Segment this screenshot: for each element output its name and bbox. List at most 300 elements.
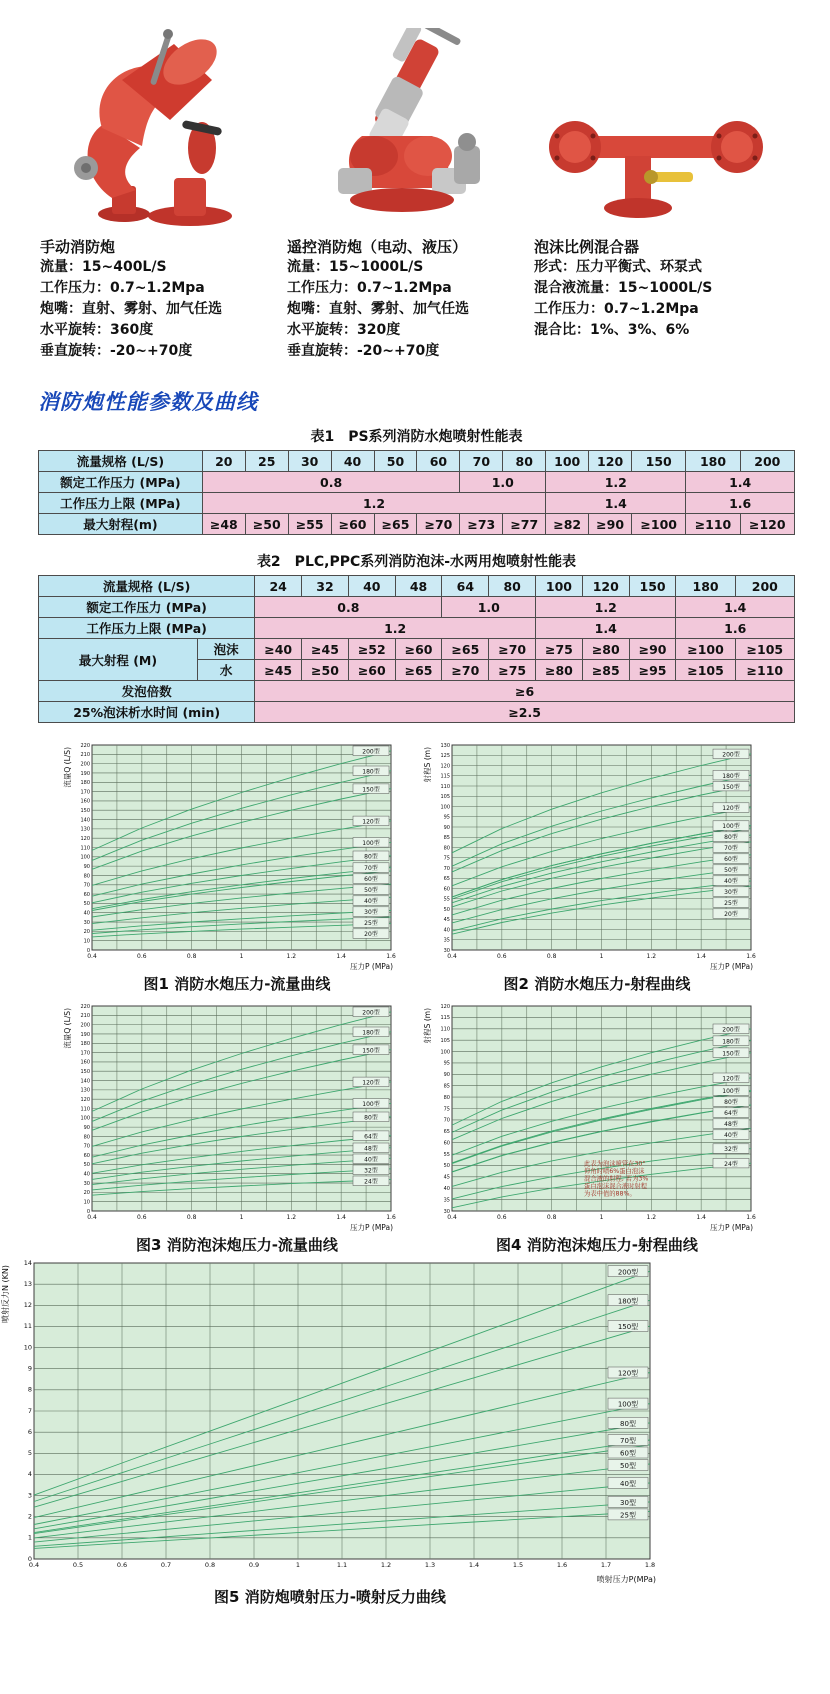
svg-text:1: 1 [599, 1214, 604, 1221]
svg-text:180型: 180型 [617, 1297, 639, 1306]
svg-text:1.2: 1.2 [380, 1561, 392, 1569]
table-cell: 1.6 [676, 618, 795, 639]
table-cell: 流量规格 (L/S) [39, 576, 255, 597]
svg-text:130: 130 [80, 826, 90, 833]
table-cell: 70 [460, 451, 503, 472]
product-spec-line: 水平旋转：360度 [40, 322, 154, 338]
svg-text:125: 125 [440, 753, 450, 760]
svg-text:150型: 150型 [722, 1050, 740, 1058]
table-cell: 20 [202, 451, 245, 472]
svg-text:为表中值的88%。: 为表中值的88%。 [584, 1190, 636, 1198]
svg-text:170: 170 [80, 1050, 90, 1057]
svg-text:1.2: 1.2 [646, 953, 657, 960]
table-cell: 1.2 [546, 472, 686, 493]
svg-text:30: 30 [443, 1208, 450, 1215]
svg-text:25型: 25型 [724, 900, 738, 908]
svg-text:此表为泡沫喷管在30°: 此表为泡沫喷管在30° [584, 1160, 646, 1168]
svg-text:30: 30 [83, 919, 90, 926]
svg-text:流量Q (L/S): 流量Q (L/S) [63, 1008, 72, 1049]
product-remote-monitor [287, 28, 530, 362]
table-cell: ≥100 [632, 514, 686, 535]
table-row [39, 597, 795, 618]
svg-text:100型: 100型 [362, 840, 380, 847]
chart5-caption: 图5 消防炮喷射压力-喷射反力曲线 [214, 1588, 446, 1606]
svg-text:120: 120 [80, 1096, 90, 1103]
product-spec-line: 形式：压力平衡式、环泵式 [534, 259, 702, 275]
svg-text:50: 50 [83, 1162, 90, 1169]
svg-text:1.6: 1.6 [746, 1214, 756, 1221]
svg-text:1.1: 1.1 [336, 1561, 348, 1569]
table-cell: ≥60 [348, 660, 395, 681]
svg-text:70: 70 [443, 865, 450, 872]
table-cell: ≥60 [395, 639, 442, 660]
svg-text:60: 60 [83, 891, 90, 898]
svg-text:100: 100 [440, 804, 450, 811]
chart2-water-range-curve-canvas [422, 737, 757, 972]
svg-text:60: 60 [443, 886, 450, 893]
product-foam-proportioner [534, 28, 777, 362]
svg-text:1: 1 [295, 1561, 301, 1569]
svg-text:射程S (m): 射程S (m) [423, 747, 432, 783]
proportioner-photo [541, 88, 771, 228]
svg-text:100: 100 [80, 1115, 90, 1122]
table-cell: 1.0 [460, 472, 546, 493]
table-cell: ≥90 [589, 514, 632, 535]
svg-text:40型: 40型 [724, 1132, 738, 1140]
table-cell: 1.2 [255, 618, 536, 639]
svg-text:0.5: 0.5 [72, 1561, 84, 1569]
svg-text:80型: 80型 [364, 853, 378, 861]
svg-text:1.6: 1.6 [746, 953, 756, 960]
table-row [39, 451, 795, 472]
svg-text:220: 220 [80, 742, 90, 749]
svg-text:120型: 120型 [722, 805, 740, 813]
table-cell: 工作压力上限 (MPa) [39, 618, 255, 639]
svg-text:150型: 150型 [722, 783, 740, 791]
svg-text:20型: 20型 [724, 911, 738, 919]
table-cell: ≥77 [503, 514, 546, 535]
svg-text:45: 45 [443, 1174, 450, 1181]
svg-text:64型: 64型 [724, 1110, 738, 1118]
svg-text:1.4: 1.4 [696, 1214, 706, 1221]
table-cell: ≥75 [489, 660, 536, 681]
table-cell: 50 [374, 451, 417, 472]
table-cell: 100 [536, 576, 583, 597]
svg-text:30: 30 [443, 947, 450, 954]
charts-grid [62, 737, 830, 1255]
svg-text:1.5: 1.5 [512, 1561, 524, 1569]
svg-text:24型: 24型 [364, 1178, 378, 1186]
table-row [39, 514, 795, 535]
svg-text:10: 10 [23, 1343, 32, 1352]
svg-text:140: 140 [80, 817, 90, 824]
svg-text:1.3: 1.3 [424, 1561, 436, 1569]
svg-text:0.9: 0.9 [248, 1561, 260, 1569]
svg-text:200型: 200型 [362, 1009, 380, 1017]
svg-text:70型: 70型 [724, 845, 738, 853]
svg-text:180型: 180型 [362, 768, 380, 776]
table-cell: 150 [629, 576, 676, 597]
svg-text:40: 40 [443, 1186, 450, 1193]
svg-text:40型: 40型 [364, 898, 378, 906]
svg-text:40型: 40型 [620, 1480, 636, 1488]
svg-text:0.6: 0.6 [116, 1561, 128, 1569]
svg-text:7: 7 [27, 1406, 32, 1415]
svg-text:110: 110 [80, 1106, 90, 1113]
table-cell: 200 [740, 451, 794, 472]
svg-text:1.4: 1.4 [336, 953, 346, 960]
svg-text:40: 40 [83, 910, 90, 917]
svg-text:200型: 200型 [722, 1026, 740, 1034]
svg-text:160: 160 [80, 798, 90, 805]
table-cell: 1.4 [536, 618, 676, 639]
svg-text:9: 9 [27, 1364, 32, 1373]
svg-text:3: 3 [27, 1491, 32, 1500]
chart-figure-5 [0, 1255, 660, 1607]
svg-text:40: 40 [443, 927, 450, 934]
svg-text:仰角时喷6%蛋白泡沫: 仰角时喷6%蛋白泡沫 [584, 1167, 645, 1175]
svg-text:80型: 80型 [724, 1099, 738, 1107]
svg-text:40型: 40型 [724, 878, 738, 886]
svg-text:1.2: 1.2 [286, 1214, 297, 1221]
product-name: 手动消防炮 [40, 238, 116, 256]
svg-text:90: 90 [443, 824, 450, 831]
table-cell: 0.8 [255, 597, 442, 618]
table-cell: 0.8 [202, 472, 460, 493]
table-cell: ≥60 [331, 514, 374, 535]
svg-text:150型: 150型 [362, 786, 380, 794]
svg-text:50型: 50型 [620, 1462, 636, 1470]
svg-text:0.6: 0.6 [497, 1214, 507, 1221]
svg-text:90: 90 [443, 1072, 450, 1079]
svg-text:0: 0 [27, 1554, 32, 1563]
table-row [39, 493, 795, 514]
table-cell: ≥45 [255, 660, 302, 681]
svg-text:110: 110 [440, 1026, 450, 1033]
svg-text:100型: 100型 [722, 823, 740, 831]
table-cell: 100 [546, 451, 589, 472]
svg-text:120型: 120型 [617, 1369, 639, 1378]
product-section [40, 28, 830, 362]
svg-text:20: 20 [83, 1190, 90, 1197]
svg-text:0.6: 0.6 [497, 953, 507, 960]
table2-body [39, 576, 795, 723]
table-cell: 80 [489, 576, 536, 597]
svg-text:0.4: 0.4 [447, 953, 457, 960]
product-spec-line: 垂直旋转：-20~+70度 [40, 343, 193, 359]
table2-title: 表2 PLC,PPC系列消防泡沫-水两用炮喷射性能表 [256, 554, 577, 570]
svg-text:150型: 150型 [362, 1047, 380, 1055]
manual-monitor-photo [62, 28, 262, 228]
table-cell: ≥75 [536, 639, 583, 660]
svg-text:13: 13 [23, 1279, 32, 1288]
svg-text:50: 50 [443, 1163, 450, 1170]
table-cell: 25 [245, 451, 288, 472]
svg-text:120: 120 [440, 1003, 450, 1010]
table-cell: 30 [288, 451, 331, 472]
svg-text:180: 180 [80, 780, 90, 787]
svg-text:80型: 80型 [620, 1419, 636, 1428]
svg-text:130: 130 [80, 1087, 90, 1094]
svg-text:11: 11 [23, 1322, 32, 1331]
table1-title: 表1 PS系列消防水炮喷射性能表 [310, 429, 523, 445]
product-spec-line: 炮嘴：直射、雾射、加气任选 [287, 301, 469, 317]
svg-text:20型: 20型 [364, 931, 378, 939]
svg-text:0.7: 0.7 [160, 1561, 172, 1569]
svg-text:64型: 64型 [364, 1133, 378, 1141]
svg-text:0.6: 0.6 [137, 953, 147, 960]
table-cell: ≥55 [288, 514, 331, 535]
svg-text:60: 60 [443, 1140, 450, 1147]
svg-text:24型: 24型 [724, 1160, 738, 1168]
table-cell: ≥50 [245, 514, 288, 535]
svg-text:10: 10 [83, 938, 90, 945]
product-spec-line: 炮嘴：直射、雾射、加气任选 [40, 301, 222, 317]
table-cell: ≥45 [302, 639, 349, 660]
remote-monitor-photo-box [287, 28, 530, 228]
svg-text:180型: 180型 [722, 772, 740, 780]
svg-text:1.4: 1.4 [696, 953, 706, 960]
table-cell: 40 [348, 576, 395, 597]
svg-text:100型: 100型 [617, 1400, 639, 1409]
table-cell: ≥85 [582, 660, 629, 681]
svg-text:200: 200 [80, 1022, 90, 1029]
table-cell: 32 [302, 576, 349, 597]
svg-text:1.4: 1.4 [468, 1561, 480, 1569]
table-cell: 1.0 [442, 597, 536, 618]
table-cell: ≥40 [255, 639, 302, 660]
table-row [39, 681, 795, 702]
svg-text:180型: 180型 [362, 1029, 380, 1037]
svg-text:1: 1 [27, 1533, 32, 1542]
svg-text:1.7: 1.7 [600, 1561, 612, 1569]
svg-text:210: 210 [80, 752, 90, 759]
svg-text:1: 1 [239, 953, 244, 960]
svg-text:190: 190 [80, 770, 90, 777]
svg-text:30型: 30型 [620, 1499, 636, 1507]
svg-text:200: 200 [80, 761, 90, 768]
product-spec-line: 流量：15~400L/S [40, 259, 167, 275]
table-cell: 200 [735, 576, 794, 597]
svg-text:70: 70 [83, 882, 90, 889]
table-cell: ≥110 [735, 660, 794, 681]
product-spec-line: 混合液流量：15~1000L/S [534, 280, 713, 296]
svg-text:48型: 48型 [724, 1121, 738, 1129]
svg-text:25型: 25型 [620, 1511, 636, 1520]
table-cell: ≥6 [255, 681, 795, 702]
svg-text:35: 35 [443, 1197, 450, 1204]
table-row [39, 702, 795, 723]
svg-text:0.8: 0.8 [546, 953, 557, 960]
svg-text:压力P (MPa): 压力P (MPa) [709, 1223, 753, 1232]
svg-text:0.8: 0.8 [546, 1214, 557, 1221]
section-title: 消防炮性能参数及曲线 [38, 390, 258, 414]
svg-text:130: 130 [440, 742, 450, 749]
table-cell: ≥65 [374, 514, 417, 535]
svg-text:30型: 30型 [364, 909, 378, 917]
product-spec-line: 混合比：1%、3%、6% [534, 322, 690, 338]
svg-text:180型: 180型 [722, 1038, 740, 1046]
table-row [39, 618, 795, 639]
svg-text:喷射反力N (KN): 喷射反力N (KN) [1, 1265, 10, 1323]
table-row [39, 472, 795, 493]
svg-text:0.6: 0.6 [137, 1214, 147, 1221]
svg-text:48型: 48型 [364, 1145, 378, 1153]
chart2-caption: 图2 消防水炮压力-射程曲线 [503, 975, 691, 993]
table-cell: 1.4 [686, 472, 795, 493]
chart1-water-flow-curve-canvas [62, 737, 397, 972]
table-cell: ≥110 [686, 514, 740, 535]
product-spec-line: 水平旋转：320度 [287, 322, 401, 338]
svg-text:65: 65 [443, 876, 450, 883]
table-cell: 最大射程(m) [39, 514, 203, 535]
table-cell: 64 [442, 576, 489, 597]
svg-text:75: 75 [443, 855, 450, 862]
svg-text:混合液的射程, 若为3%: 混合液的射程, 若为3% [584, 1175, 649, 1183]
svg-text:95: 95 [443, 1060, 450, 1067]
svg-text:90: 90 [83, 863, 90, 870]
table-cell: 24 [255, 576, 302, 597]
table-cell: ≥70 [489, 639, 536, 660]
table-cell: ≥70 [442, 660, 489, 681]
table-cell: 180 [686, 451, 740, 472]
svg-text:6: 6 [27, 1427, 32, 1436]
table-row [39, 639, 795, 660]
svg-text:1: 1 [239, 1214, 244, 1221]
table-cell: 1.6 [686, 493, 795, 514]
svg-text:4: 4 [27, 1470, 32, 1479]
svg-text:0.8: 0.8 [186, 953, 197, 960]
table-cell: 48 [395, 576, 442, 597]
svg-text:115: 115 [440, 773, 450, 780]
svg-text:40型: 40型 [364, 1156, 378, 1164]
svg-text:蛋白泡沫混合液时射程: 蛋白泡沫混合液时射程 [584, 1182, 648, 1190]
table-cell: 工作压力上限 (MPa) [39, 493, 203, 514]
svg-text:32型: 32型 [724, 1146, 738, 1154]
table-cell: 80 [503, 451, 546, 472]
svg-text:65: 65 [443, 1129, 450, 1136]
table-cell: 1.4 [546, 493, 686, 514]
svg-text:70: 70 [83, 1143, 90, 1150]
svg-text:100: 100 [440, 1049, 450, 1056]
svg-text:压力P (MPa): 压力P (MPa) [349, 962, 393, 971]
svg-text:1: 1 [599, 953, 604, 960]
svg-text:1.6: 1.6 [386, 1214, 396, 1221]
table-cell: 40 [331, 451, 374, 472]
table-cell: 1.4 [676, 597, 795, 618]
table-row [39, 576, 795, 597]
svg-text:160: 160 [80, 1059, 90, 1066]
table-cell: 180 [676, 576, 735, 597]
chart3-foam-flow-curve-canvas [62, 998, 397, 1233]
svg-text:1.2: 1.2 [286, 953, 297, 960]
svg-text:0: 0 [86, 947, 90, 954]
svg-text:70型: 70型 [620, 1437, 636, 1445]
svg-text:80: 80 [443, 1094, 450, 1101]
svg-text:40: 40 [83, 1171, 90, 1178]
svg-text:90: 90 [83, 1124, 90, 1131]
svg-text:120型: 120型 [362, 1079, 380, 1087]
table-cell: 1.2 [536, 597, 676, 618]
table-cell: 水 [197, 660, 254, 681]
table-cell: ≥65 [442, 639, 489, 660]
product-spec-line: 垂直旋转：-20~+70度 [287, 343, 440, 359]
svg-text:60型: 60型 [364, 876, 378, 884]
table-cell: ≥80 [582, 639, 629, 660]
svg-text:20: 20 [83, 929, 90, 936]
table-cell: 25%泡沫析水时间 (min) [39, 702, 255, 723]
chart4-caption: 图4 消防泡沫炮压力-射程曲线 [496, 1236, 698, 1254]
svg-text:95: 95 [443, 814, 450, 821]
svg-text:10: 10 [83, 1199, 90, 1206]
chart-figure-1 [62, 737, 412, 994]
svg-text:80型: 80型 [724, 834, 738, 842]
svg-text:14: 14 [23, 1258, 32, 1267]
table-cell: 120 [582, 576, 629, 597]
svg-text:110: 110 [80, 845, 90, 852]
svg-text:70: 70 [443, 1117, 450, 1124]
svg-text:1.6: 1.6 [556, 1561, 568, 1569]
table1-body [39, 451, 795, 535]
product-spec-line: 工作压力：0.7~1.2Mpa [534, 301, 699, 317]
svg-text:0.4: 0.4 [447, 1214, 457, 1221]
product-name: 泡沫比例混合器 [534, 238, 640, 256]
svg-text:0.4: 0.4 [87, 1214, 97, 1221]
table2-foam-water-monitor-performance [38, 575, 795, 723]
product-spec-line: 工作压力：0.7~1.2Mpa [40, 280, 205, 296]
svg-text:8: 8 [27, 1385, 32, 1394]
svg-text:0.8: 0.8 [186, 1214, 197, 1221]
svg-text:110: 110 [440, 783, 450, 790]
table-cell: ≥52 [348, 639, 395, 660]
svg-text:220: 220 [80, 1003, 90, 1010]
svg-text:150: 150 [80, 808, 90, 815]
chart1-caption: 图1 消防水炮压力-流量曲线 [143, 975, 331, 993]
svg-text:45: 45 [443, 917, 450, 924]
svg-text:压力P (MPa): 压力P (MPa) [709, 962, 753, 971]
table-cell: ≥82 [546, 514, 589, 535]
svg-text:射程S (m): 射程S (m) [423, 1008, 432, 1044]
svg-text:0.4: 0.4 [87, 953, 97, 960]
svg-text:120型: 120型 [722, 1075, 740, 1083]
svg-text:60型: 60型 [724, 856, 738, 864]
svg-text:80: 80 [443, 845, 450, 852]
svg-text:75: 75 [443, 1106, 450, 1113]
chart-figure-3 [62, 998, 412, 1255]
chart5-reaction-force-curve-canvas [0, 1255, 660, 1585]
table-cell: ≥48 [202, 514, 245, 535]
svg-text:1.8: 1.8 [644, 1561, 656, 1569]
svg-text:5: 5 [27, 1449, 32, 1458]
svg-text:55: 55 [443, 896, 450, 903]
svg-text:30: 30 [83, 1180, 90, 1187]
svg-text:150型: 150型 [617, 1323, 639, 1332]
remote-monitor-photo [304, 28, 514, 228]
chart-figure-4 [422, 998, 772, 1255]
svg-text:100型: 100型 [722, 1088, 740, 1096]
table-cell: ≥65 [395, 660, 442, 681]
svg-text:50: 50 [443, 906, 450, 913]
svg-text:32型: 32型 [364, 1167, 378, 1175]
svg-text:105: 105 [440, 794, 450, 801]
product-manual-monitor [40, 28, 283, 362]
table-cell: ≥100 [676, 639, 735, 660]
svg-text:120: 120 [80, 835, 90, 842]
svg-text:85: 85 [443, 1083, 450, 1090]
table-cell: 150 [632, 451, 686, 472]
svg-text:50型: 50型 [364, 887, 378, 895]
svg-text:30型: 30型 [724, 889, 738, 897]
